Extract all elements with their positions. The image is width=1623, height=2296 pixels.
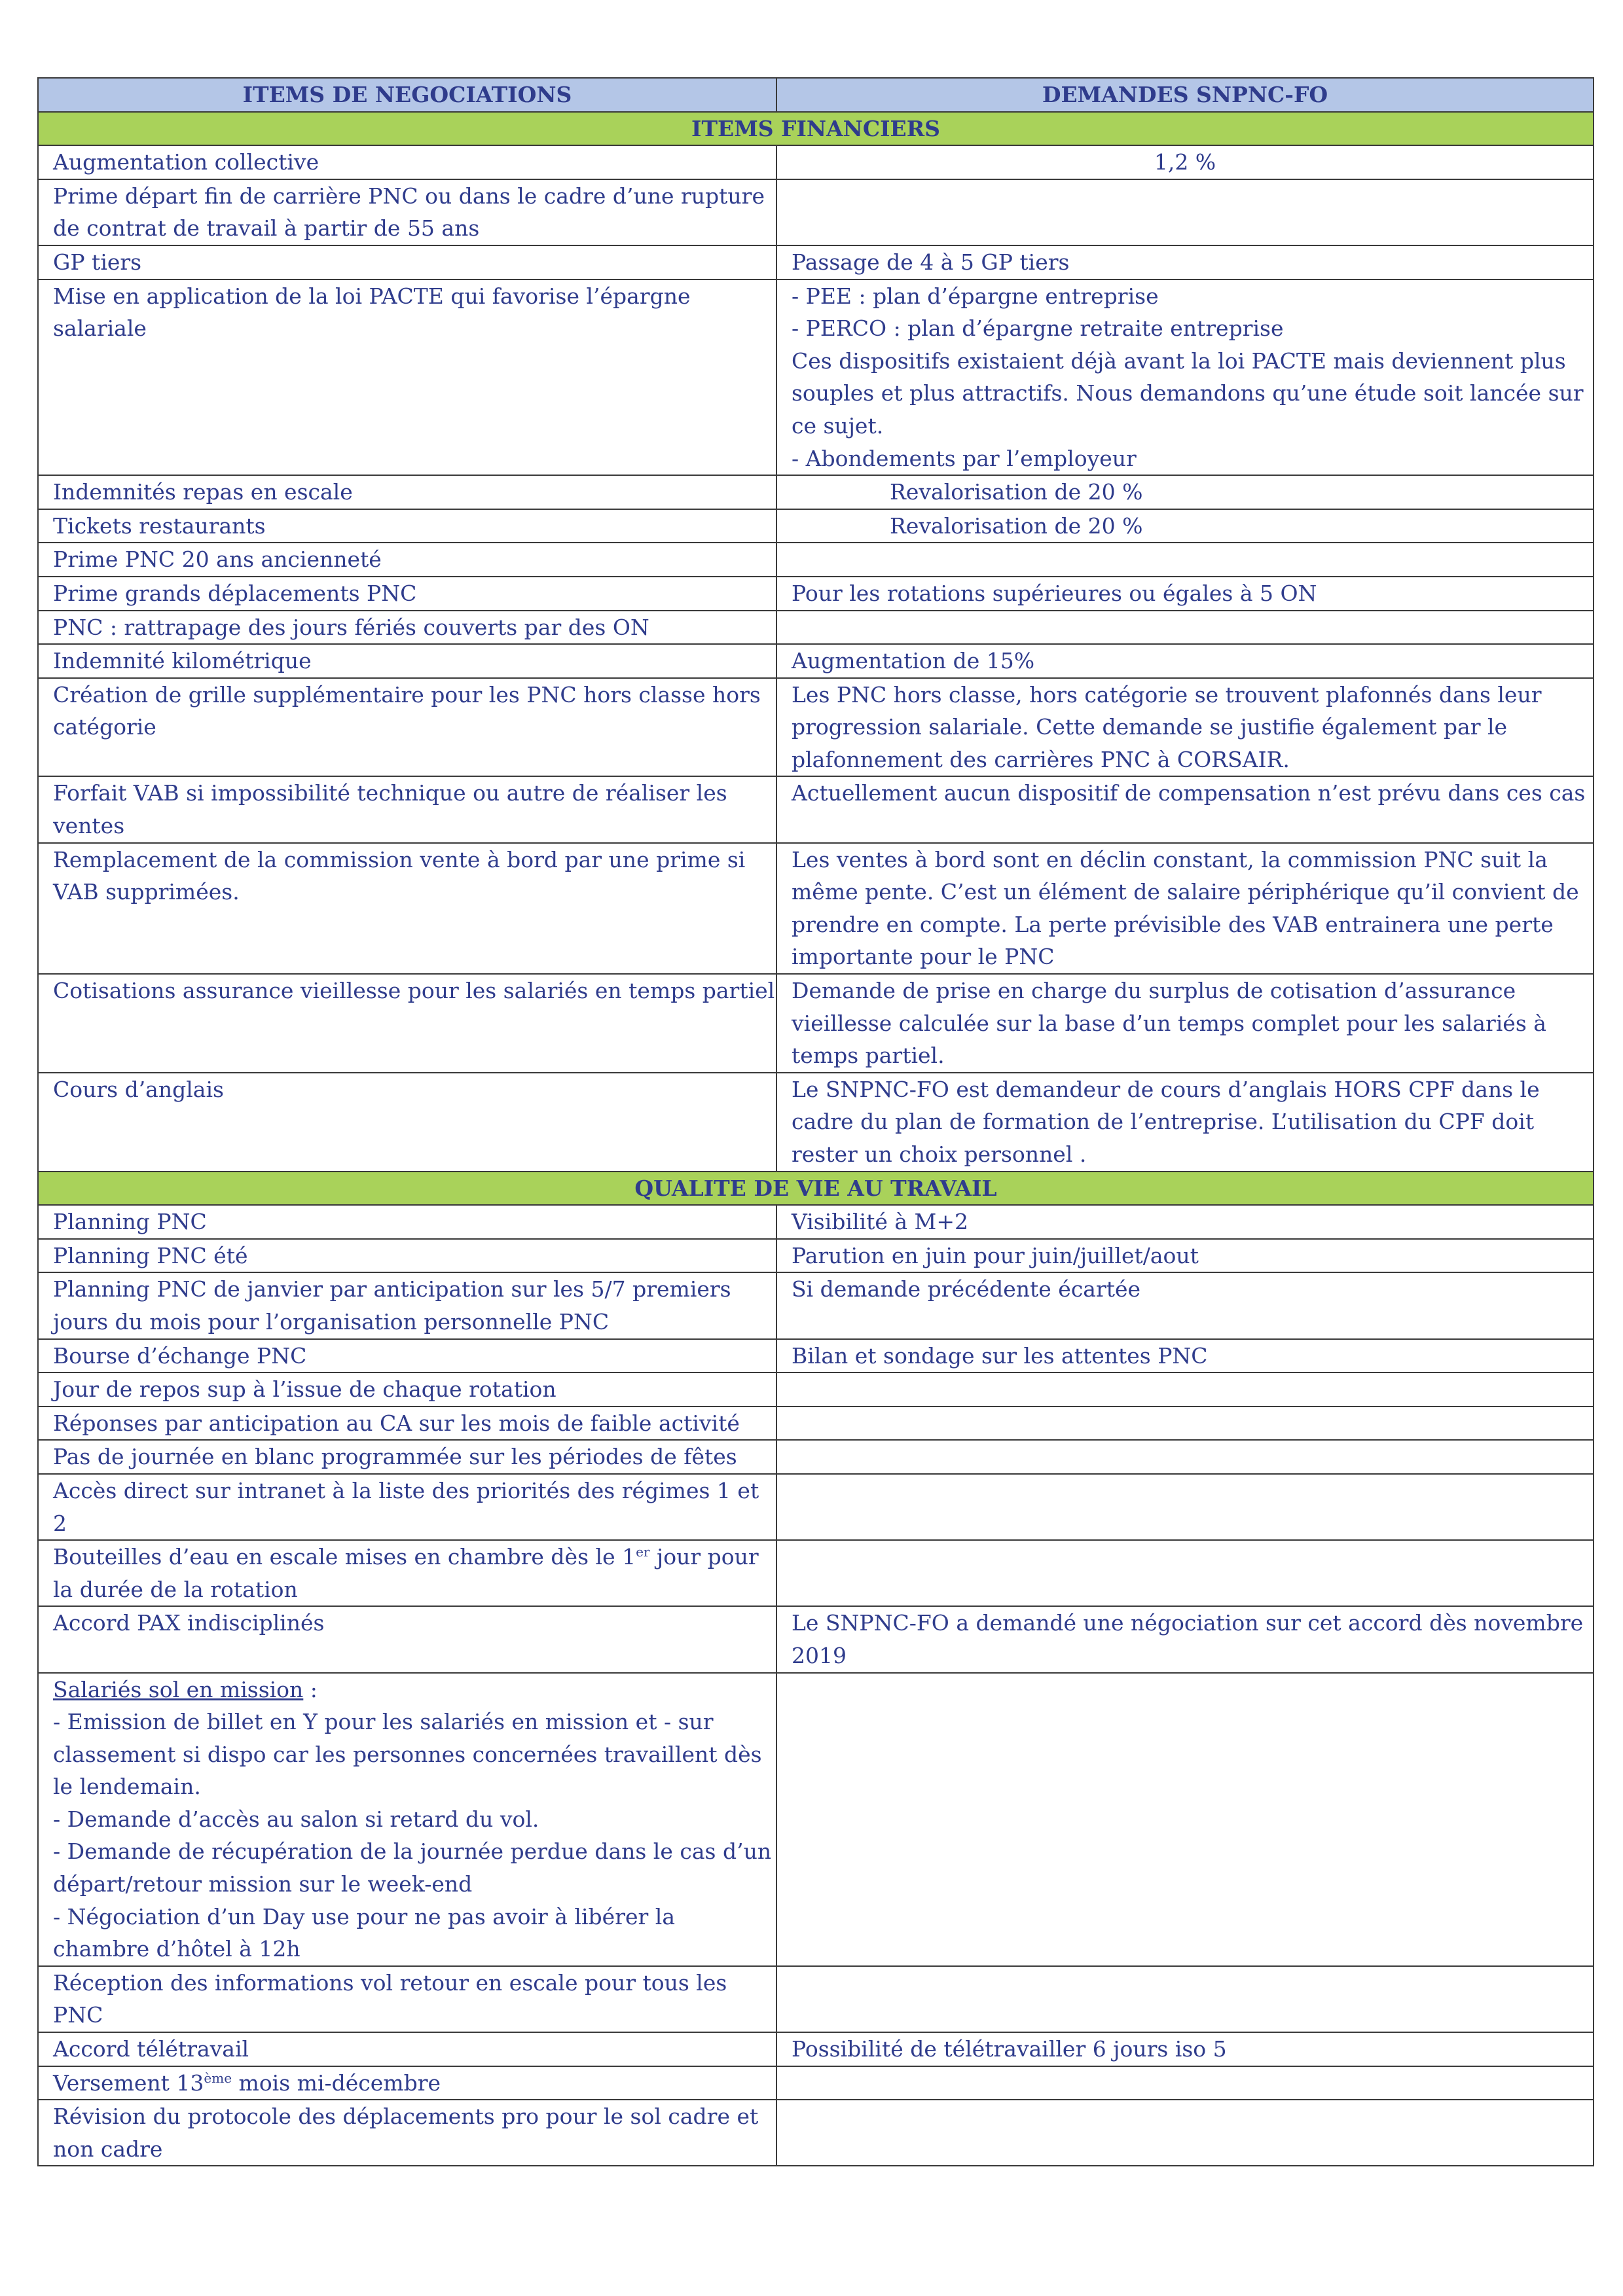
item-cell [38, 1540, 776, 1606]
item-cell: Jour de repos sup à l’issue de chaque rotation [38, 1372, 776, 1407]
item-text: mois mi-décembre [232, 2070, 441, 2096]
table-row [38, 145, 1594, 179]
demand-cell: Visibilité à M+2 [776, 1205, 1594, 1239]
table-row [38, 1474, 1594, 1540]
table-row [38, 678, 1594, 777]
item-heading-underlined: Salariés sol en mission [53, 1676, 304, 1702]
item-cell: Cotisations assurance vieillesse pour les salariés en temps partiel [38, 974, 776, 1073]
item-cell: Réception des informations vol retour en escale pour tous les PNC [38, 1966, 776, 2032]
table-row [38, 543, 1594, 577]
demand-cell: Pour les rotations supérieures ou égales à 5 ON [776, 577, 1594, 611]
table-row [38, 1239, 1594, 1273]
demand-cell: Le SNPNC-FO est demandeur de cours d’anglais HORS CPF dans le cadre du plan de formation de l’entreprise. L’utilisation du CPF doit rester un choix personnel . [776, 1073, 1594, 1172]
negotiation-table [37, 77, 1594, 2166]
item-cell: Prime départ fin de carrière PNC ou dans le cadre d’une rupture de contrat de travail à partir de 55 ans [38, 179, 776, 245]
item-cell: Accord PAX indisciplinés [38, 1606, 776, 1672]
section-title-financial: ITEMS FINANCIERS [38, 112, 1594, 146]
demand-cell [776, 179, 1594, 245]
demand-cell: Possibilité de télétravailler 6 jours iso 5 [776, 2032, 1594, 2066]
item-cell: Planning PNC [38, 1205, 776, 1239]
item-cell: Prime grands déplacements PNC [38, 577, 776, 611]
demand-cell: Augmentation de 15% [776, 644, 1594, 678]
demand-cell: Revalorisation de 20 % [776, 475, 1594, 509]
item-line: - Demande de récupération de la journée perdue dans le cas d’un départ/retour mission sur le week-end [53, 1839, 772, 1897]
table-row [38, 1372, 1594, 1407]
item-cell: Accès direct sur intranet à la liste des priorités des régimes 1 et 2 [38, 1474, 776, 1540]
item-cell: PNC : rattrapage des jours fériés couverts par des ON [38, 611, 776, 645]
demand-cell [776, 1440, 1594, 1474]
demand-cell: Si demande précédente écartée [776, 1272, 1594, 1338]
table-row [38, 1540, 1594, 1606]
item-line: - Emission de billet en Y pour les salariés en mission et - sur classement si dispo car les personnes concernées travaillent dès le lendemain. [53, 1709, 762, 1800]
item-cell: Planning PNC été [38, 1239, 776, 1273]
table-row [38, 2032, 1594, 2066]
item-cell: Remplacement de la commission vente à bord par une prime si VAB supprimées. [38, 843, 776, 974]
item-cell: Indemnité kilométrique [38, 644, 776, 678]
section-row-financial [38, 112, 1594, 146]
item-cell: Mise en application de la loi PACTE qui favorise l’épargne salariale [38, 279, 776, 476]
item-cell: Révision du protocole des déplacements pro pour le sol cadre et non cadre [38, 2100, 776, 2166]
item-cell: Prime PNC 20 ans ancienneté [38, 543, 776, 577]
negotiation-table-container [37, 77, 1593, 2166]
item-cell: Augmentation collective [38, 145, 776, 179]
section-title-qvt: QUALITE DE VIE AU TRAVAIL [38, 1172, 1594, 1206]
item-cell: Accord télétravail [38, 2032, 776, 2066]
table-row [38, 611, 1594, 645]
table-row [38, 509, 1594, 543]
demand-line: Ces dispositifs existaient déjà avant la loi PACTE mais deviennent plus souples et plus attractifs. Nous demandons qu’une étude soit lancée sur ce sujet. [792, 348, 1584, 439]
table-row [38, 279, 1594, 476]
item-cell: Création de grille supplémentaire pour les PNC hors classe hors catégorie [38, 678, 776, 777]
item-cell: Indemnités repas en escale [38, 475, 776, 509]
demand-cell [776, 543, 1594, 577]
table-row [38, 776, 1594, 842]
superscript: ème [204, 2070, 232, 2086]
item-cell: Planning PNC de janvier par anticipation sur les 5/7 premiers jours du mois pour l’organisation personnelle PNC [38, 1272, 776, 1338]
item-cell: Tickets restaurants [38, 509, 776, 543]
demand-cell [776, 1540, 1594, 1606]
item-cell [38, 1673, 776, 1966]
item-heading [53, 1674, 776, 1706]
demand-cell: Les ventes à bord sont en déclin constant, la commission PNC suit la même pente. C’est un élément de salaire périphérique qu’il convient de prendre en compte. La perte prévisible des VAB entrainera une perte importante pour le PNC [776, 843, 1594, 974]
table-row [38, 1407, 1594, 1441]
table-row [38, 644, 1594, 678]
table-row [38, 2100, 1594, 2166]
table-header-row [38, 78, 1594, 112]
table-row [38, 1673, 1594, 1966]
table-row [38, 1440, 1594, 1474]
demand-line: - PEE : plan d’épargne entreprise [792, 283, 1159, 309]
demand-cell [776, 2100, 1594, 2166]
demand-cell: Actuellement aucun dispositif de compensation n’est prévu dans ces cas [776, 776, 1594, 842]
table-row [38, 974, 1594, 1073]
demand-line: - PERCO : plan d’épargne retraite entreprise [792, 315, 1284, 342]
demand-cell: 1,2 % [776, 145, 1594, 179]
item-text: jour pour la durée de la rotation [53, 1544, 759, 1602]
item-cell: Cours d’anglais [38, 1073, 776, 1172]
item-heading-colon: : [303, 1676, 318, 1702]
demand-cell [776, 1372, 1594, 1407]
item-cell: Réponses par anticipation au CA sur les mois de faible activité [38, 1407, 776, 1441]
demand-cell: Passage de 4 à 5 GP tiers [776, 245, 1594, 279]
superscript: er [636, 1544, 650, 1560]
table-row [38, 475, 1594, 509]
table-row [38, 1966, 1594, 2032]
table-row [38, 577, 1594, 611]
header-items: ITEMS DE NEGOCIATIONS [38, 78, 776, 112]
item-cell [38, 2066, 776, 2100]
item-line: - Demande d’accès au salon si retard du vol. [53, 1806, 539, 1832]
section-row-qvt [38, 1172, 1594, 1206]
demand-cell [776, 279, 1594, 476]
table-row [38, 843, 1594, 974]
item-cell: GP tiers [38, 245, 776, 279]
item-cell: Bourse d’échange PNC [38, 1339, 776, 1373]
demand-cell [776, 1673, 1594, 1966]
table-row [38, 245, 1594, 279]
demand-line: - Abondements par l’employeur [792, 445, 1137, 471]
demand-cell [776, 2066, 1594, 2100]
demand-cell: Le SNPNC-FO a demandé une négociation sur cet accord dès novembre 2019 [776, 1606, 1594, 1672]
demand-cell [776, 611, 1594, 645]
demand-cell: Demande de prise en charge du surplus de cotisation d’assurance vieillesse calculée sur la base d’un temps complet pour les salariés à temps partiel. [776, 974, 1594, 1073]
table-row [38, 1339, 1594, 1373]
demand-cell [776, 1966, 1594, 2032]
item-line: - Négociation d’un Day use pour ne pas avoir à libérer la chambre d’hôtel à 12h [53, 1903, 675, 1962]
item-cell: Pas de journée en blanc programmée sur les périodes de fêtes [38, 1440, 776, 1474]
item-cell: Forfait VAB si impossibilité technique ou autre de réaliser les ventes [38, 776, 776, 842]
demand-cell: Bilan et sondage sur les attentes PNC [776, 1339, 1594, 1373]
item-text: Bouteilles d’eau en escale mises en chambre dès le 1 [53, 1544, 636, 1570]
table-row [38, 2066, 1594, 2100]
demand-cell: Les PNC hors classe, hors catégorie se trouvent plafonnés dans leur progression salariale. Cette demande se justifie également par le plafonnement des carrières PNC à CORSAIR. [776, 678, 1594, 777]
table-row [38, 1272, 1594, 1338]
table-row [38, 1073, 1594, 1172]
table-row [38, 179, 1594, 245]
table-row [38, 1205, 1594, 1239]
item-text: Versement 13 [53, 2070, 204, 2096]
table-row [38, 1606, 1594, 1672]
demand-cell: Revalorisation de 20 % [776, 509, 1594, 543]
demand-cell: Parution en juin pour juin/juillet/aout [776, 1239, 1594, 1273]
demand-cell [776, 1407, 1594, 1441]
header-demands: DEMANDES SNPNC-FO [776, 78, 1594, 112]
demand-cell [776, 1474, 1594, 1540]
